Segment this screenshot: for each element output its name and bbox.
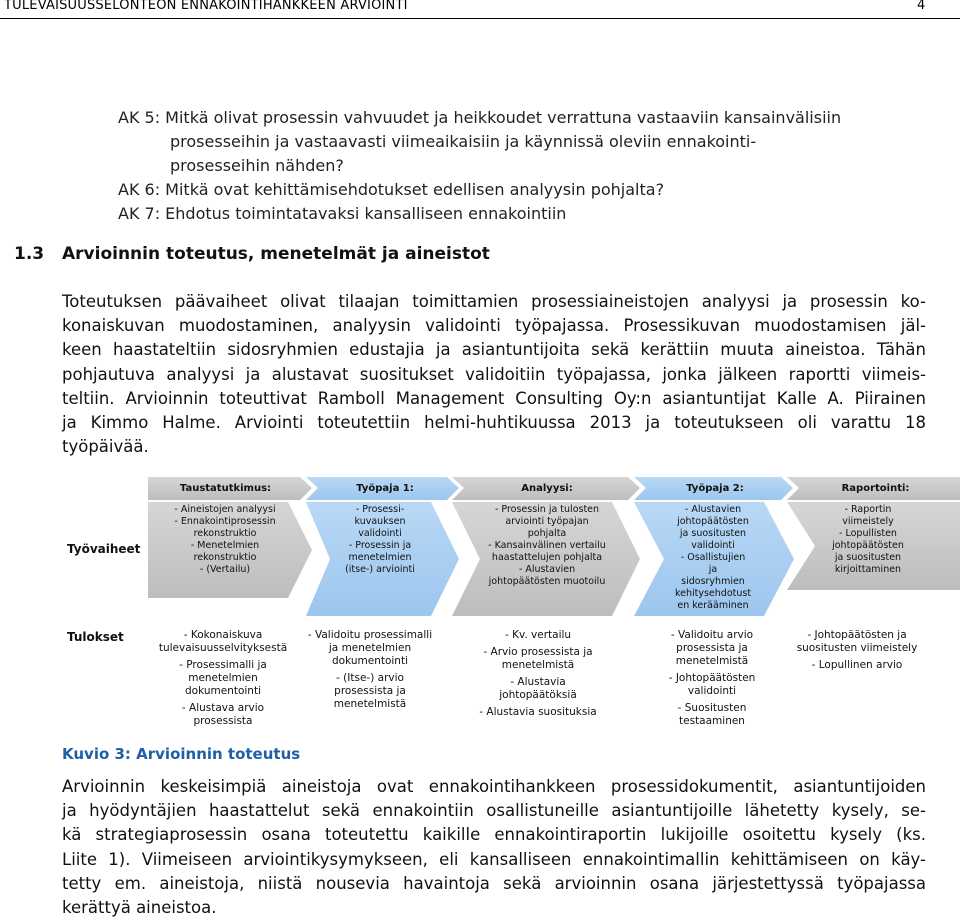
figure-caption: Kuvio 3: Arvioinnin toteutus: [62, 745, 301, 763]
task-cell-analyysi: - Prosessin ja tulosten arviointi työpajan pohjalta - Kansainvälinen vertailu haastattelujen pohjalta - Alustavien johtopäätösten muotoilu: [488, 504, 606, 587]
section-number: 1.3: [14, 244, 45, 264]
paragraph-materials: [62, 775, 926, 920]
result-cell-analyysi: - Kv. vertailu - Arvio prosessista ja menetelmistä - Alustavia johtopäätöksiä - Alustavia suosituksia: [479, 629, 597, 718]
header-divider: [0, 18, 960, 19]
result-cell-tyopaja1: - Validoitu prosessimalli ja menetelmien dokumentointi - (Itse-) arvio prosessista ja menetelmistä: [307, 629, 433, 710]
result-cell-raportointi: - Johtopäätösten ja suositusten viimeistely - Lopullinen arvio: [796, 629, 918, 671]
result-cell-tyopaja2: - Validoitu arvio prosessista ja menetelmistä - Johtopäätösten validointi - Suositusten testaaminen: [668, 629, 756, 727]
phase-label-analyysi: Analyysi:: [521, 483, 573, 494]
page-number: 4: [917, 0, 926, 13]
paragraph-line: ja Kimmo Halme. Arviointi toteutettiin helmi-huhtikuussa 2013 ja toteutukseen oli varattu 18: [62, 412, 926, 432]
phase-label-taustatutkimus: Taustatutkimus:: [179, 483, 272, 494]
section-title: Arvioinnin toteutus, menetelmät ja aineistot: [62, 244, 490, 264]
section-heading: [14, 244, 490, 264]
phase-label-raportointi: Raportointi:: [841, 483, 910, 494]
paragraph-line: kä strategiaprosessin osana toteutettu kaikille ennakointiraportin lukijoille osoitettu kysely (ks.: [62, 825, 926, 845]
task-cell-raportointi: - Raportin viimeistely - Lopullisten johtopäätösten ja suositusten kirjoittaminen: [832, 504, 904, 575]
paragraph-implementation: [62, 290, 926, 459]
paragraph-line: Liite 1). Viimeiseen arviointikysymykseen, eli kansalliseen ennakointimallin kehittämiseen on käy-: [62, 849, 926, 869]
paragraph-line: keen haastateltiin sidosryhmien edustajia ja asiantuntijoita sekä kerättiin muuta aineistoa. Tähän: [62, 340, 926, 360]
phase-label-tyopaja1: Työpaja 1:: [356, 483, 414, 494]
task-cell-tyopaja2: - Alustavien johtopäätösten ja suositusten validointi - Osallistujien ja sidosryhmien kehitysehdotust en kerääminen: [674, 504, 752, 611]
paragraph-line: pohjautuva analyysi ja alustavat suositukset validoitiin työpajassa, jonka jälkeen raportti viimeis-: [62, 364, 926, 384]
question-ak5-line2: prosesseihin ja vastaavasti viimeaikaisiin ja käynnissä oleviin ennakointi-: [170, 132, 757, 151]
paragraph-line: Toteutuksen päävaiheet olivat tilaajan toimittamien prosessiaineistojen analyysi ja prosessin ko-: [62, 292, 926, 311]
task-cell-taustatutkimus: - Aineistojen analyysi - Ennakointiprosessin rekonstruktio - Menetelmien rekonstruktio - (Vertailu): [174, 504, 276, 575]
paragraph-line: teltiin. Arvioinnin toteuttivat Ramboll Management Consulting Oy:n asiantuntijat Kalle A. Piirainen: [62, 388, 926, 408]
question-ak6: AK 6: Mitkä ovat kehittämisehdotukset edellisen analyysin pohjalta?: [118, 180, 665, 199]
task-cell-tyopaja1: - Prosessi- kuvauksen validointi - Prosessin ja menetelmien (itse-) arviointi: [345, 504, 415, 575]
paragraph-line: kerättyä aineistoa.: [62, 897, 217, 917]
paragraph-line: konaiskuvan muodostaminen, analyysin validointi työpajassa. Prosessikuvan muodostamisen jäl-: [62, 316, 926, 336]
running-header-title: TULEVAISUUSSELONTEON ENNAKOINTIHANKKEEN ARVIOINTI: [4, 0, 408, 13]
question-ak5-line3: prosesseihin nähden?: [170, 156, 344, 175]
paragraph-line: Arvioinnin keskeisimpiä aineistoja ovat ennakointihankkeen prosessidokumentit, asiantuntijoiden: [62, 777, 926, 796]
paragraph-line: tetty em. aineistoja, niistä nousevia havaintoja sekä arvioinnin osana järjestettyssä työpajassa: [62, 873, 926, 893]
question-ak5-line1: AK 5: Mitkä olivat prosessin vahvuudet ja heikkoudet verrattuna vastaaviin kansainvälisiin: [118, 108, 842, 127]
row-label-tulokset: Tulokset: [67, 630, 124, 644]
phase-label-tyopaja2: Työpaja 2:: [686, 483, 744, 494]
row-label-tyovaiheet: Työvaiheet: [67, 542, 141, 556]
result-cell-taustatutkimus: - Kokonaiskuva tulevaisuusselvityksestä - Prosessimalli ja menetelmien dokumentointi - Alustava arvio prosessista: [158, 629, 288, 727]
paragraph-line: ja hyödyntäjien haastattelut sekä ennakointiin osallistuneille asiantuntijoille lähetetty kysely, se-: [62, 801, 926, 821]
question-ak7: AK 7: Ehdotus toimintatavaksi kansalliseen ennakointiin: [118, 204, 567, 223]
paragraph-line: työpäivää.: [62, 437, 149, 457]
